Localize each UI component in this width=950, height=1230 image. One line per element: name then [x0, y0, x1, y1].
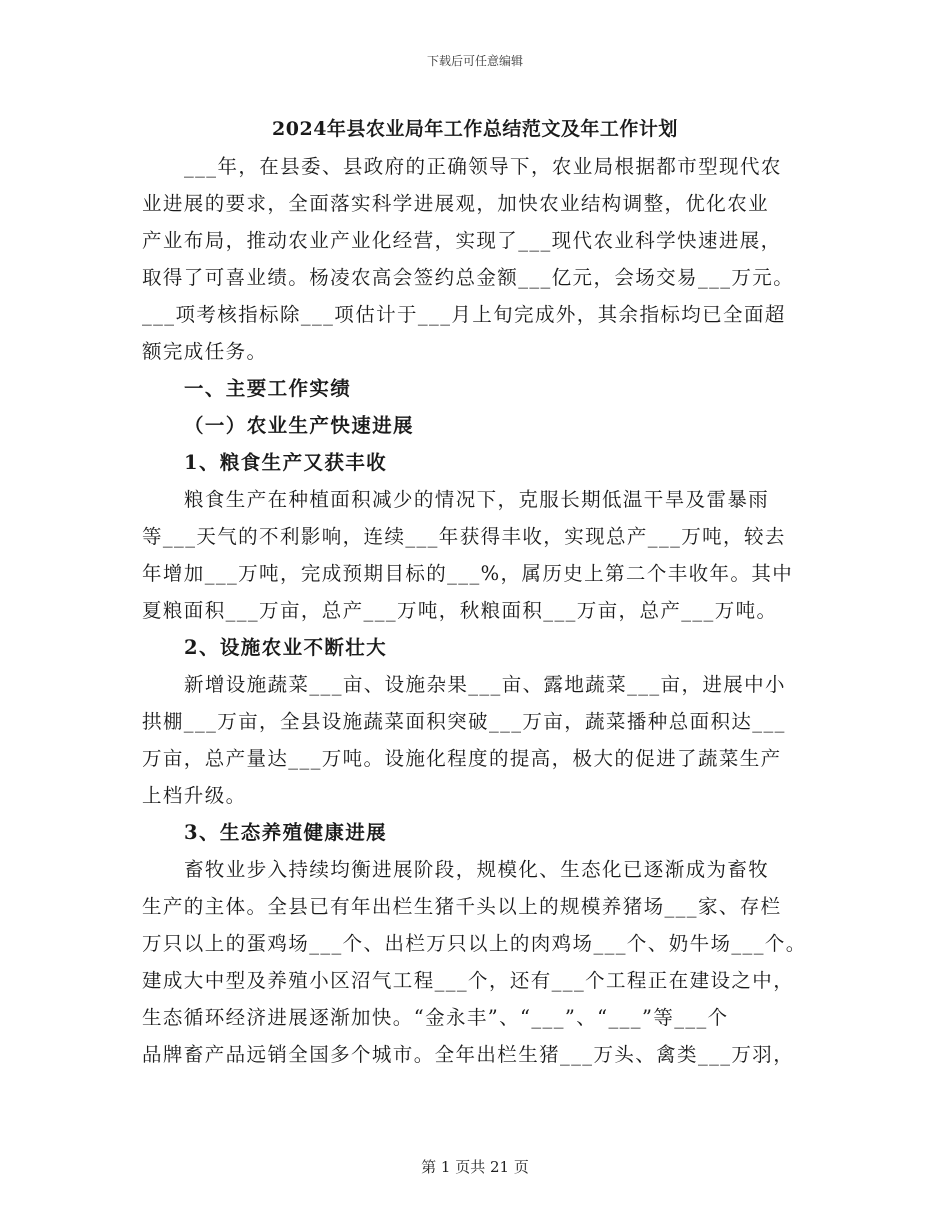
body-text-line: 业进展的要求，全面落实科学进展观，加快农业结构调整，优化农业: [142, 192, 770, 215]
body-text-line: ___项考核指标除___项估计于___月上旬完成外，其余指标均已全面超: [142, 303, 786, 326]
body-text-line: 取得了可喜业绩。杨凌农高会签约总金额___亿元，会场交易___万元。: [142, 266, 795, 289]
body-text-line: 建成大中型及养殖小区沼气工程___个，还有___个工程正在建设之中，: [142, 969, 795, 992]
body-text-line: 万亩，总产量达___万吨。设施化程度的提高，极大的促进了蔬菜生产: [142, 747, 782, 770]
header-note: 下载后可任意编辑: [426, 54, 523, 68]
body-text-line: ___年，在县委、县政府的正确领导下，农业局根据都市型现代农: [184, 155, 782, 178]
section-heading: （一）农业生产快速进展: [184, 414, 414, 437]
body-text-line: 生态循环经济进展逐渐加快。“金永丰”、“___”、“___”等___个: [142, 1006, 729, 1029]
body-text-line: 上档升级。: [142, 784, 247, 807]
page-footer: 第 1 页共 21 页: [421, 1158, 529, 1176]
body-text-line: 额完成任务。: [142, 340, 268, 363]
section-heading: 1、粮食生产又获丰收: [184, 451, 388, 474]
document-title: 2024年县农业局年工作总结范文及年工作计划: [272, 118, 678, 140]
body-text-line: 夏粮面积___万亩，总产___万吨，秋粮面积___万亩，总产___万吨。: [142, 599, 778, 622]
body-text-line: 等___天气的不利影响，连续___年获得丰收，实现总产___万吨，较去: [142, 525, 786, 548]
section-heading: 3、生态养殖健康进展: [184, 821, 388, 844]
body-text-line: 年增加___万吨，完成预期目标的___%，属历史上第二个丰收年。其中: [142, 562, 794, 585]
body-text-line: 品牌畜产品远销全国多个城市。全年出栏生猪___万头、禽类___万羽，: [142, 1043, 795, 1066]
body-text-line: 产业布局，推动农业产业化经营，实现了___现代农业科学快速进展，: [142, 229, 782, 252]
document-body: [142, 148, 812, 1073]
section-heading: 一、主要工作实绩: [184, 377, 352, 400]
body-text-line: 万只以上的蛋鸡场___个、出栏万只以上的肉鸡场___个、奶牛场___个。: [142, 932, 807, 955]
body-text-line: 新增设施蔬菜___亩、设施杂果___亩、露地蔬菜___亩，进展中小: [184, 673, 786, 696]
body-text-line: 生产的主体。全县已有年出栏生猪千头以上的规模养猪场___家、存栏: [142, 895, 782, 918]
section-heading: 2、设施农业不断壮大: [184, 636, 388, 659]
body-text-line: 粮食生产在种植面积减少的情况下，克服长期低温干旱及雷暴雨: [184, 488, 770, 511]
body-text-line: 畜牧业步入持续均衡进展阶段，规模化、生态化已逐渐成为畜牧: [184, 858, 770, 881]
body-text-line: 拱棚___万亩，全县设施蔬菜面积突破___万亩，蔬菜播种总面积达___: [142, 710, 786, 733]
